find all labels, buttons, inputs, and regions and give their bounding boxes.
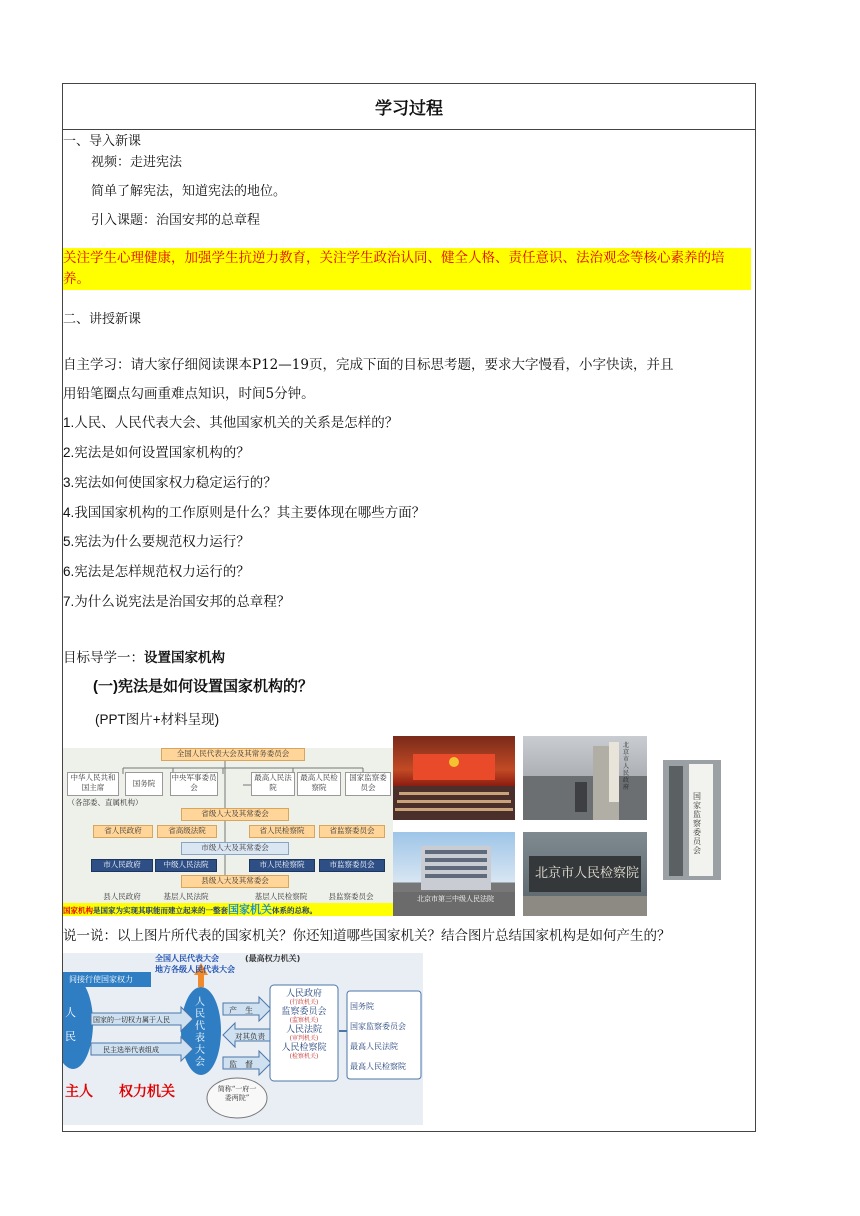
city-procuratorate-box: 市人民检察院 [249,859,315,872]
local-organs-list [270,989,338,1061]
city-court-box: 中级人民法院 [155,859,217,872]
city-supervision-box: 市监察委员会 [319,859,385,872]
intro-line: 引入课题：治国安邦的总章程 [91,213,261,228]
county-gov-label: 县人民政府 [103,892,141,901]
caption-suffix: 体系的总称。 [272,906,317,915]
spp-box: 最高人民检察院 [297,772,341,796]
discuss-line: 说一说：以上图片所代表的国家机关？你还知道哪些国家机关？结合图片总结国家机构是如何产生的？ [63,928,671,944]
democratic-label: 民主选举代表组成 [103,1046,159,1054]
ppt-note: (PPT图片+材料呈现) [95,712,220,727]
local-congress-label: 地方各级人民代表大会 [155,965,235,974]
organ-name: 人民政府 [285,989,322,999]
county-congress-box: 县级人大及其常委会 [181,875,289,888]
lesson-table [62,83,756,1132]
organ-type: (检察机关) [289,1053,319,1060]
abbrev-label: 简称“一府一委两院” [217,1085,257,1102]
sub-heading: (一)宪法是如何设置国家机构的？ [93,678,313,695]
power-structure-chart [63,953,423,1125]
question-item: 3.宪法如何使国家权力稳定运行的？ [63,475,277,490]
province-court-box: 省高级法院 [157,825,217,838]
self-study-line1: 自主学习：请大家仔细阅读课本P12—19页，完成下面的目标思考题，要求大字慢看，小字快读，并且 [63,357,674,373]
question-item: 5.宪法为什么要规范权力运行？ [63,534,250,549]
county-procuratorate-label: 基层人民检察院 [254,892,308,901]
self-study-line2: 用铅笔圈点勾画重难点知识，时间5分钟。 [63,386,315,402]
procuratorate-photo [523,832,647,916]
organ-name: 监察委员会 [281,1007,327,1017]
court-sign: 北京市第三中级人民法院 [417,895,494,903]
organ-type: (行政机关) [289,999,319,1006]
video-line: 视频：走进宪法 [91,155,183,170]
central-organ: 国家监察委员会 [350,1022,406,1031]
goal-prefix: 目标导学一： [63,650,144,665]
produce-label: 产 生 [229,1006,253,1015]
goal-line [63,646,225,666]
core-literacy-highlight: 关注学生心理健康，加强学生抗逆力教育，关注学生政治认同、健全人格、责任意识、法治观念等核心素养的培养。 [63,248,751,290]
responsible-label: 对其负责 [235,1032,265,1041]
supervision-sign: 国家监察委员会 [693,792,701,855]
nsc-box: 国家监察委员会 [345,772,391,796]
caption-key: 国家机关 [228,903,272,916]
organ-type: (审判机关) [289,1035,319,1042]
indirect-power-label: 间接行使国家权力 [69,975,133,984]
npc-box: 全国人民代表大会及其常务委员会 [161,748,305,761]
highest-power-label: (最高权力机关) [245,954,301,963]
government-gate-photo [523,736,647,820]
national-congress-label: 全国人民代表大会 [155,954,219,963]
province-congress-box: 省级人大及其常委会 [181,808,289,821]
organ-name: 人民法院 [285,1025,322,1035]
chart-caption [63,903,393,916]
court-photo [393,832,515,916]
spc-box: 最高人民法院 [251,772,295,796]
province-gov-box: 省人民政府 [93,825,153,838]
state-council-box: 国务院 [125,772,163,796]
power-organ-label: 权力机关 [119,1084,175,1100]
section1-heading: 一、导入新课 [63,134,142,149]
hall-image [393,736,515,820]
all-power-label: 国家的一切权力属于人民 [93,1016,170,1024]
question-item: 6.宪法是怎样规范权力运行的？ [63,564,250,579]
state-organ-photos [393,736,731,916]
section2-heading: 二、讲授新课 [63,312,142,327]
central-organ: 国务院 [350,1002,374,1011]
central-organ: 最高人民检察院 [350,1062,406,1071]
central-organs-list [350,997,420,1077]
caption-prefix: 国家机构 [63,906,93,915]
people-label: 人民 [65,1006,76,1043]
province-procuratorate-box: 省人民检察院 [249,825,315,838]
page-title: 学习过程 [63,84,755,130]
supervision-photo [655,736,731,916]
cmc-box: 中央军事委员会 [170,772,218,796]
county-supervision-label: 县监察委员会 [328,892,374,901]
master-label: 主人 [65,1084,93,1100]
question-item: 2.宪法是如何设置国家机构的？ [63,445,250,460]
supervise-label: 监 督 [229,1060,253,1069]
ministries-note: （各部委、直属机构） [67,798,143,807]
province-supervision-box: 省监察委员会 [319,825,385,838]
president-box: 中华人民共和国主席 [67,772,119,796]
understand-line: 简单了解宪法，知道宪法的地位。 [91,184,287,199]
central-organ: 最高人民法院 [350,1042,398,1051]
organ-type: (监察机关) [289,1017,319,1024]
question-item: 1.人民、人民代表大会、其他国家机关的关系是怎样的？ [63,415,399,430]
city-gov-box: 市人民政府 [91,859,153,872]
gov-sign: 北京市人民政府 [623,742,630,791]
state-organs-chart [63,748,393,916]
organ-name: 人民检察院 [281,1043,327,1053]
stone-text: 北京市人民检察院 [535,866,640,881]
goal-title: 设置国家机构 [144,650,225,665]
npc-hall-photo [393,736,515,820]
congress-label: 人民代表大会 [195,997,205,1068]
city-congress-box: 市级人大及其常委会 [181,842,289,855]
question-item: 7.为什么说宪法是治国安邦的总章程？ [63,594,291,609]
caption-mid: 是国家为实现其职能而建立起来的一整套 [93,906,228,915]
question-item: 4.我国国家机构的工作原则是什么？其主要体现在哪些方面？ [63,505,426,520]
county-court-label: 基层人民法院 [163,892,209,901]
